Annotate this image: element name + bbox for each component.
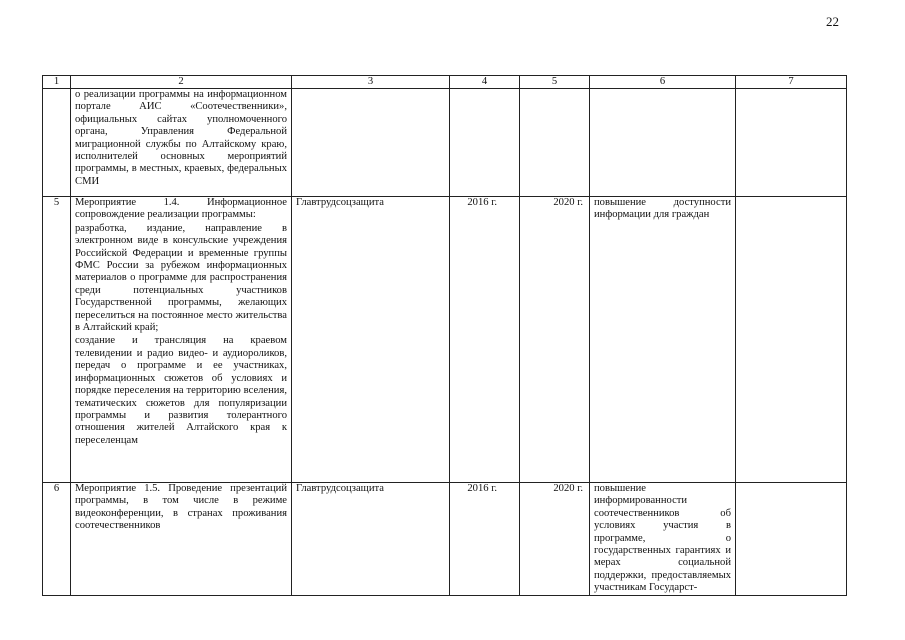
start-year-cell: 2016 г. xyxy=(450,197,520,483)
action-title: Мероприятие 1.5. Проведение презентаций программы, в том числе в режиме видеоконференции, в странах проживания соотечественников xyxy=(75,483,287,532)
result-text: повышение информированности соотечественников об условиях участия в программе, о государственных гарантиях и мерах социальной поддержки, предоставляемых участникам Государст- xyxy=(594,483,731,594)
action-text: разработка, издание, направление в электронном виде в консульские учреждения Российской Федерации и временные группы ФМС России за рубежом информационных материалов о программе для распространения среди потенциальных участников Государственной программы, желающих переселиться на постоянное место жительства в Алтайский край; xyxy=(75,222,287,334)
result-cell xyxy=(590,89,736,197)
action-cell xyxy=(71,89,292,197)
action-cell xyxy=(71,483,292,596)
note-cell xyxy=(736,197,847,483)
executor-cell: Главтрудсоцзащита xyxy=(292,483,450,596)
result-text: повышение доступности информации для граждан xyxy=(594,197,731,221)
column-header-6: 6 xyxy=(590,76,736,89)
column-number-header-row xyxy=(43,76,847,89)
action-title: Мероприятие 1.4. Информационное сопровождение реализации программы: xyxy=(75,197,287,221)
executor-cell: Главтрудсоцзащита xyxy=(292,197,450,483)
column-header-5: 5 xyxy=(520,76,590,89)
program-measures-table xyxy=(42,75,847,596)
end-year-cell: 2020 г. xyxy=(520,483,590,596)
table-row-6 xyxy=(43,483,847,596)
row-number-cell: 6 xyxy=(43,483,71,596)
table-row-5 xyxy=(43,197,847,483)
end-year-cell: 2020 г. xyxy=(520,197,590,483)
column-header-3: 3 xyxy=(292,76,450,89)
row-number-cell xyxy=(43,89,71,197)
result-cell xyxy=(590,197,736,483)
end-year-cell xyxy=(520,89,590,197)
column-header-7: 7 xyxy=(736,76,847,89)
action-text: создание и трансляция на краевом телевидении и радио видео- и аудиороликов, передач о программе и ее участниках, информационных сюжетов об условиях и порядке переселения на территорию вселения, тематических сюжетов для популяризации программы и развития толерантного отношения жителей Алтайского края к переселенцам xyxy=(75,335,287,446)
page-number: 22 xyxy=(826,14,839,29)
start-year-cell xyxy=(450,89,520,197)
column-header-4: 4 xyxy=(450,76,520,89)
action-text: о реализации программы на информационном портале АИС «Соотечественники», официальных сайтах уполномоченного органа, Управления Федеральной миграционной службы по Алтайскому краю, исполнителей основных мероприятий программы, в местных, краевых, федеральных СМИ xyxy=(75,89,287,187)
row-number-cell: 5 xyxy=(43,197,71,483)
column-header-1: 1 xyxy=(43,76,71,89)
column-header-2: 2 xyxy=(71,76,292,89)
table-row-continued xyxy=(43,89,847,197)
start-year-cell: 2016 г. xyxy=(450,483,520,596)
note-cell xyxy=(736,89,847,197)
action-cell xyxy=(71,197,292,483)
executor-cell xyxy=(292,89,450,197)
result-cell xyxy=(590,483,736,596)
note-cell xyxy=(736,483,847,596)
